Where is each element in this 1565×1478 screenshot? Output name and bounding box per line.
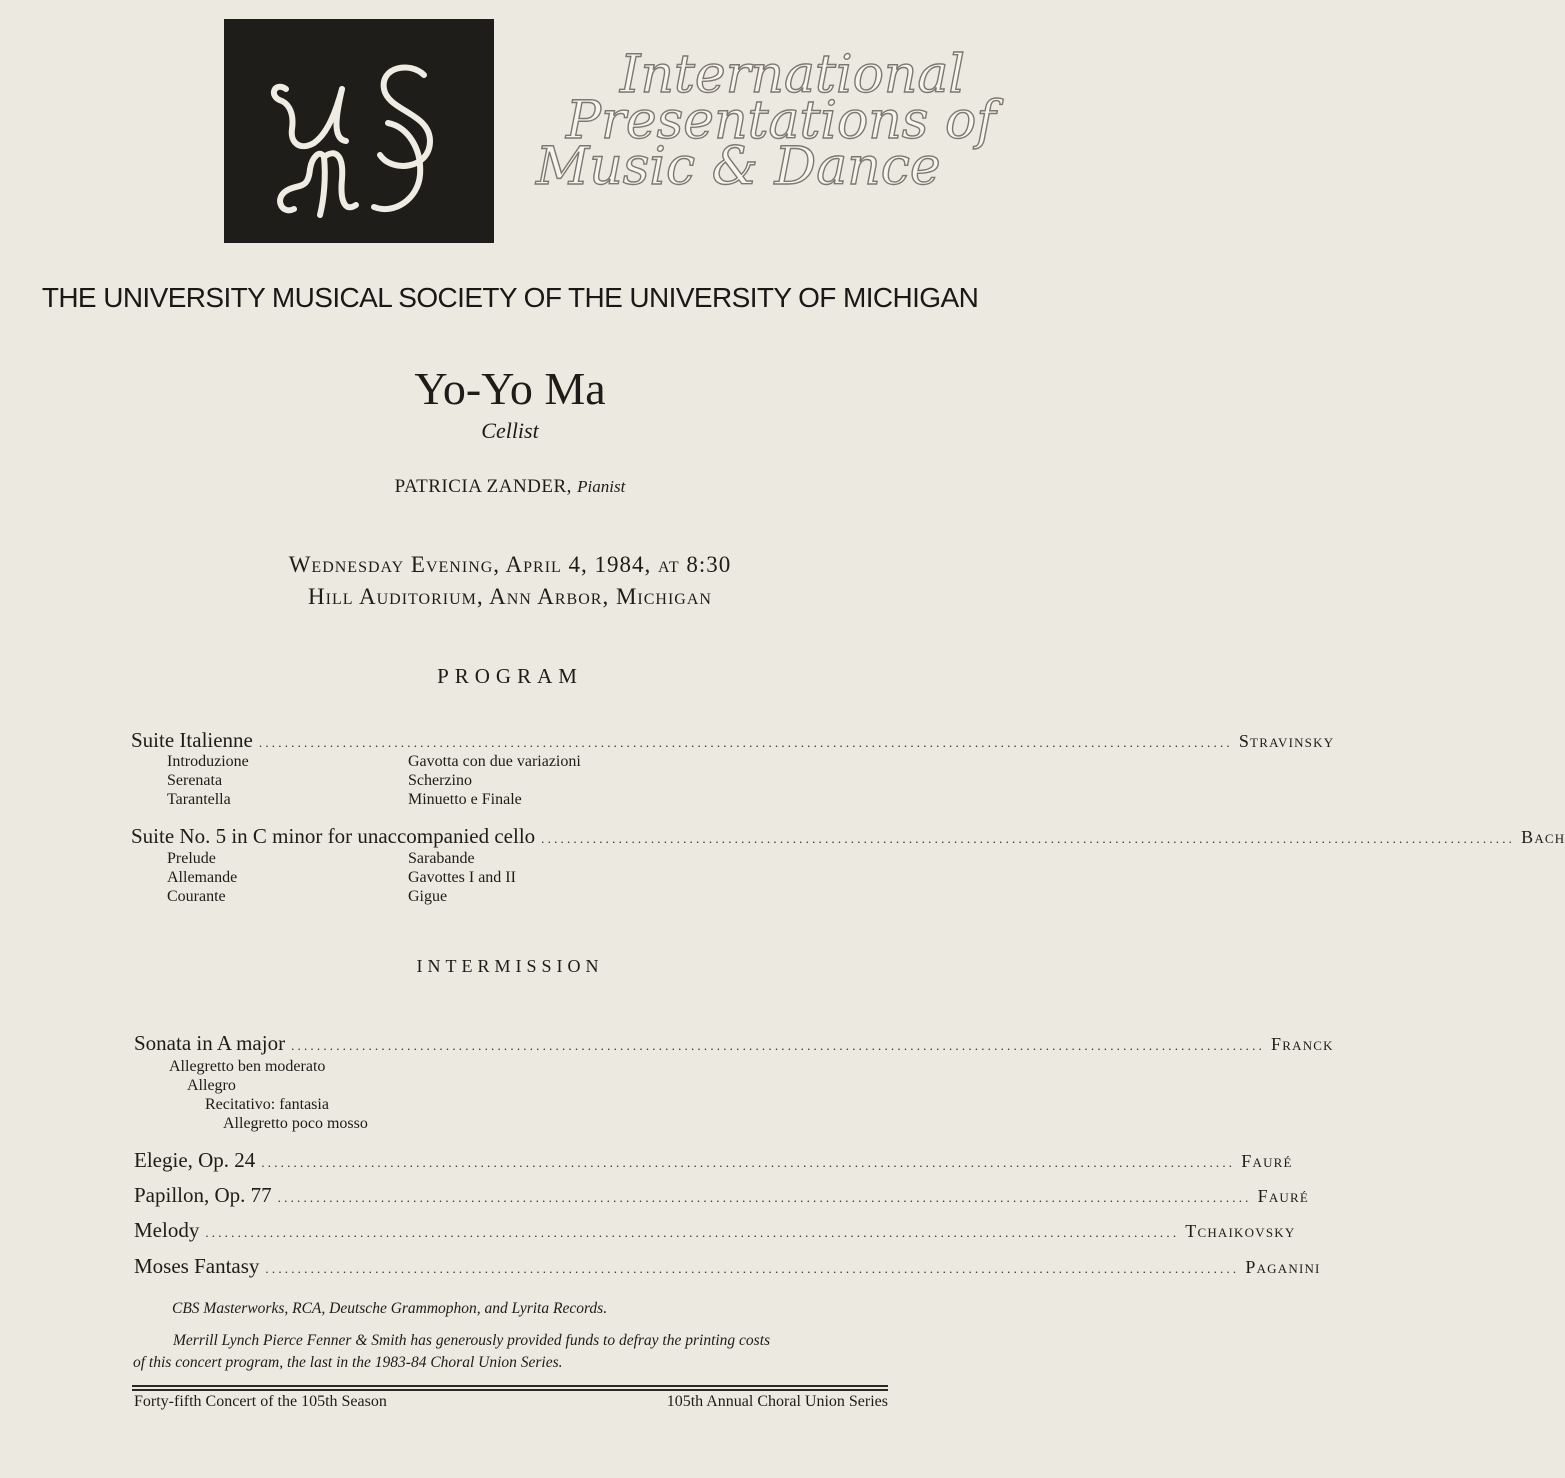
footer-series: 105th Annual Choral Union Series xyxy=(666,1393,888,1410)
program-item xyxy=(134,1183,1310,1208)
work-title: Elegie, Op. 24 xyxy=(134,1148,256,1172)
work-title: Papillon, Op. 77 xyxy=(134,1183,272,1207)
accompanist-name: PATRICIA ZANDER, xyxy=(394,476,572,497)
international-presentations-wordmark xyxy=(528,45,996,197)
leader-dots: ....................................................................................................................................................... xyxy=(265,1261,1240,1276)
movement: Introduzione xyxy=(167,753,249,770)
composer: Bach xyxy=(1521,827,1565,847)
movement: Tarantella xyxy=(167,791,231,808)
movement: Allegretto poco mosso xyxy=(223,1115,368,1132)
accompanist-role: Pianist xyxy=(577,477,626,496)
leader-dots: ....................................................................................................................................................... xyxy=(277,1190,1252,1205)
wordmark-line: Presentations of xyxy=(566,91,996,151)
movement: Recitativo: fantasia xyxy=(205,1096,329,1113)
leader-dots: ....................................................................................................................................................... xyxy=(205,1225,1180,1240)
wordmark-line: Music & Dance xyxy=(536,137,941,197)
work-title: Suite Italienne xyxy=(131,728,253,752)
work-title: Moses Fantasy xyxy=(134,1254,260,1278)
program-item xyxy=(134,1218,1296,1243)
composer: Fauré xyxy=(1257,1186,1310,1206)
composer: Stravinsky xyxy=(1238,731,1335,751)
leader-dots: ....................................................................................................................................................... xyxy=(258,735,1233,750)
movement: Gigue xyxy=(408,888,448,905)
movement: Allegretto ben moderato xyxy=(169,1058,326,1075)
movement: Scherzino xyxy=(408,772,472,789)
movement: Sarabande xyxy=(408,850,475,867)
leader-dots: ....................................................................................................................................................... xyxy=(541,831,1516,846)
records-credit: CBS Masterworks, RCA, Deutsche Grammophon, and Lyrita Records. xyxy=(172,1300,608,1317)
movement: Allegro xyxy=(187,1077,236,1094)
leader-dots: ....................................................................................................................................................... xyxy=(261,1155,1236,1170)
work-title: Suite No. 5 in C minor for unaccompanied cello xyxy=(131,824,536,848)
movement: Allemande xyxy=(167,869,238,886)
event-date: Wednesday Evening, April 4, 1984, at 8:30 xyxy=(288,552,732,577)
program-item xyxy=(131,824,1565,849)
performer-name: Yo-Yo Ma xyxy=(414,363,606,414)
movement: Prelude xyxy=(167,850,216,867)
movement: Minuetto e Finale xyxy=(408,791,522,808)
divider xyxy=(132,1385,888,1387)
wordmark-line: International xyxy=(620,45,966,105)
program-item xyxy=(131,728,1335,753)
movement: Gavotta con due variazioni xyxy=(408,753,581,770)
ums-logo xyxy=(224,19,494,243)
intermission-heading: INTERMISSION xyxy=(416,956,604,976)
composer: Paganini xyxy=(1245,1257,1321,1277)
composer: Fauré xyxy=(1241,1151,1293,1171)
sponsor-credit: of this concert program, the last in the 1983-84 Choral Union Series. xyxy=(133,1354,563,1371)
work-title: Melody xyxy=(134,1218,200,1242)
footer-season: Forty-fifth Concert of the 105th Season xyxy=(134,1393,387,1410)
sponsor-credit: Merrill Lynch Pierce Fenner & Smith has generously provided funds to defray the printing costs xyxy=(173,1332,771,1349)
movement: Gavottes I and II xyxy=(408,869,516,886)
program-heading: PROGRAM xyxy=(437,664,583,688)
program-item xyxy=(134,1254,1321,1279)
leader-dots: ....................................................................................................................................................... xyxy=(291,1038,1266,1053)
work-title: Sonata in A major xyxy=(134,1031,286,1055)
program-item xyxy=(134,1148,1293,1173)
performer-role: Cellist xyxy=(481,418,539,443)
program-item xyxy=(134,1031,1334,1056)
accompanist xyxy=(0,476,1020,498)
composer: Franck xyxy=(1271,1034,1334,1054)
organization-name: THE UNIVERSITY MUSICAL SOCIETY OF THE UNIVERSITY OF MICHIGAN xyxy=(41,282,979,313)
movement: Courante xyxy=(167,888,226,905)
divider xyxy=(132,1389,888,1391)
movement: Serenata xyxy=(167,772,223,789)
ums-monogram-icon xyxy=(224,19,494,243)
composer: Tchaikovsky xyxy=(1185,1221,1296,1241)
event-venue: Hill Auditorium, Ann Arbor, Michigan xyxy=(308,584,712,609)
